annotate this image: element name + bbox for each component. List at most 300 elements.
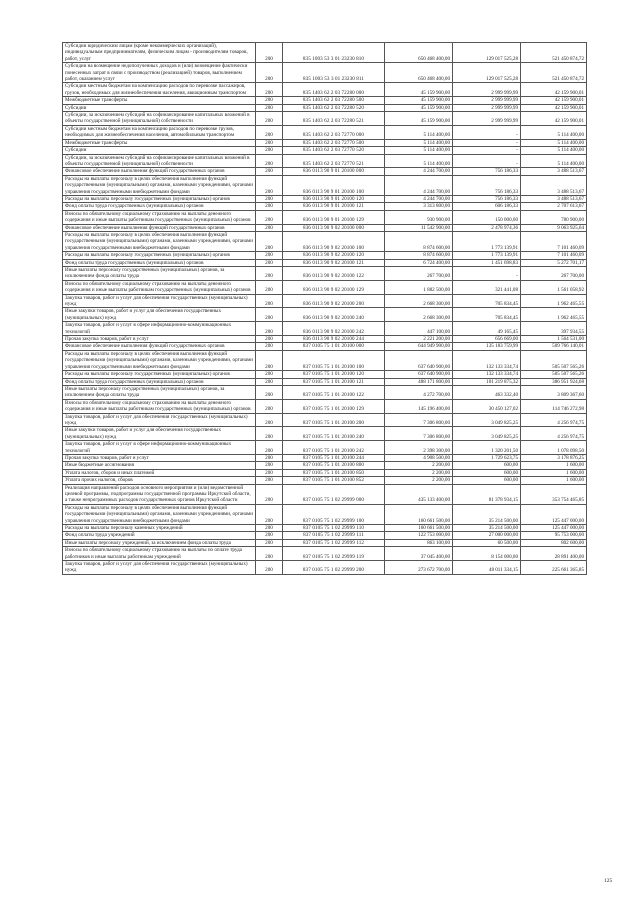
- row-description: Субсидии юридическим лицам (кроме некоммерческих организаций), индивидуальным предпринимателям, физическим лицам - производителям товаров, работ, услуг: [63, 43, 256, 63]
- row-budget-classification-code: 835 1403 62 2 03 72770 520: [283, 147, 385, 154]
- row-description: Расходы на выплаты персоналу государственных (муниципальных) органов: [63, 252, 256, 259]
- row-executed-amount: 600,00: [453, 462, 521, 469]
- row-approved-amount: 637 640 900,00: [385, 371, 453, 378]
- row-remaining-amount: 7 101 460,09: [521, 252, 587, 259]
- row-remaining-amount: 1 600,00: [521, 462, 587, 469]
- row-remaining-amount: 386 951 924,68: [521, 378, 587, 385]
- row-budget-classification-code: 835 1403 62 2 03 72280 000: [283, 83, 385, 97]
- row-executed-amount: 756 186,33: [453, 195, 521, 202]
- row-line-code: 200: [256, 532, 283, 539]
- table-row: [63, 385, 587, 399]
- row-budget-classification-code: 837 0105 75 1 01 20100 852: [283, 477, 385, 484]
- row-description: Закупка товаров, работ и услуг в сфере информационно-коммуникационных технологий: [63, 322, 256, 336]
- row-approved-amount: 5 114 400,00: [385, 147, 453, 154]
- row-executed-amount: 600,00: [453, 469, 521, 476]
- row-budget-classification-code: 837 0105 75 1 01 20100 242: [283, 441, 385, 455]
- row-line-code: 200: [256, 224, 283, 231]
- row-executed-amount: 3 049 825,25: [453, 427, 521, 441]
- row-line-code: 200: [256, 504, 283, 524]
- row-description: Расходы на выплаты персоналу государственных (муниципальных) органов: [63, 371, 256, 378]
- table-row: [63, 139, 587, 146]
- row-description: Взносы по обязательному социальному страхованию на выплаты денежного содержания и иные выплаты работникам государственных (муниципальных) органов: [63, 280, 256, 294]
- row-line-code: 200: [256, 210, 283, 224]
- table-row: [63, 175, 587, 195]
- row-remaining-amount: 7 101 460,09: [521, 231, 587, 251]
- row-executed-amount: -: [453, 125, 521, 139]
- row-budget-classification-code: 837 0105 75 1 02 29999 111: [283, 532, 385, 539]
- row-executed-amount: 606 186,33: [453, 203, 521, 210]
- row-description: Уплата налогов, сборов и иных платежей: [63, 469, 256, 476]
- table-row: [63, 308, 587, 322]
- row-description: Расходы на выплаты персоналу в целях обеспечения выполнения функций государственными (муниципальными) органами, казенными учреждениями, органами управления государственными внебюджетными фондами: [63, 504, 256, 524]
- row-approved-amount: 8 874 600,00: [385, 231, 453, 251]
- row-line-code: 200: [256, 83, 283, 97]
- row-budget-classification-code: 836 0113 90 9 01 20100 129: [283, 210, 385, 224]
- row-description: Иные выплаты персоналу государственных (муниципальных) органов, за исключением фонда оплаты труда: [63, 385, 256, 399]
- row-remaining-amount: 3 488 513,67: [521, 175, 587, 195]
- row-executed-amount: -: [453, 267, 521, 281]
- row-line-code: 200: [256, 371, 283, 378]
- row-description: Субсидии, за исключением субсидий на софинансирование капитальных вложений в объекты государственной (муниципальной) собственности: [63, 154, 256, 168]
- row-approved-amount: 4 244 700,00: [385, 168, 453, 175]
- row-approved-amount: 45 159 900,00: [385, 104, 453, 111]
- row-line-code: 200: [256, 454, 283, 461]
- table-row: [63, 63, 587, 83]
- table-row: [63, 83, 587, 97]
- row-remaining-amount: 42 159 900,01: [521, 83, 587, 97]
- row-description: Субсидии: [63, 147, 256, 154]
- row-executed-amount: 81 378 934,15: [453, 484, 521, 504]
- row-remaining-amount: 125 447 000,00: [521, 525, 587, 532]
- row-approved-amount: 4 908 500,00: [385, 454, 453, 461]
- row-remaining-amount: 1 564 531,00: [521, 336, 587, 343]
- row-executed-amount: 1 773 139,91: [453, 231, 521, 251]
- row-line-code: 200: [256, 539, 283, 546]
- row-remaining-amount: 5 114 400,00: [521, 139, 587, 146]
- row-description: Субсидии, за исключением субсидий на софинансирование капитальных вложений в объекты государственной (муниципальной) собственности: [63, 112, 256, 126]
- row-approved-amount: 2 200,00: [385, 477, 453, 484]
- row-line-code: 200: [256, 350, 283, 370]
- row-description: Закупка товаров, работ и услуг для обеспечения государственных (муниципальных) нужд: [63, 561, 256, 575]
- row-executed-amount: 2 999 999,99: [453, 97, 521, 104]
- row-description: Закупка товаров, работ и услуг в сфере информационно-коммуникационных технологий: [63, 441, 256, 455]
- row-description: Субсидии местным бюджетам на компенсацию расходов по перевозке пассажиров, грузов, необходимых для жизнеобеспечения населения, авиационным транспортом: [63, 83, 256, 97]
- row-approved-amount: 4 244 700,00: [385, 195, 453, 202]
- row-budget-classification-code: 835 1403 62 2 03 72280 521: [283, 112, 385, 126]
- row-approved-amount: 8 874 600,00: [385, 252, 453, 259]
- row-budget-classification-code: 837 0105 75 1 01 20100 121: [283, 378, 385, 385]
- row-budget-classification-code: 835 1003 53 3 01 23230 810: [283, 43, 385, 63]
- row-description: Закупка товаров, работ и услуг для обеспечения государственных (муниципальных) нужд: [63, 413, 256, 427]
- row-approved-amount: 1 882 500,00: [385, 280, 453, 294]
- row-line-code: 200: [256, 343, 283, 350]
- row-line-code: 200: [256, 231, 283, 251]
- row-executed-amount: 30 450 127,02: [453, 399, 521, 413]
- table-row: [63, 371, 587, 378]
- row-approved-amount: 160 661 500,00: [385, 504, 453, 524]
- row-remaining-amount: 1 600,00: [521, 469, 587, 476]
- table-row: [63, 322, 587, 336]
- row-budget-classification-code: 836 0113 90 9 01 20100 100: [283, 175, 385, 195]
- table-row: [63, 547, 587, 561]
- row-line-code: 200: [256, 125, 283, 139]
- row-budget-classification-code: 837 0105 75 1 02 29999 000: [283, 484, 385, 504]
- row-remaining-amount: 9 063 925,64: [521, 224, 587, 231]
- row-remaining-amount: 505 507 565,26: [521, 371, 587, 378]
- row-approved-amount: 2 668 300,00: [385, 308, 453, 322]
- table-row: [63, 125, 587, 139]
- row-remaining-amount: 3 809 367,60: [521, 385, 587, 399]
- table-row: [63, 399, 587, 413]
- row-approved-amount: 4 244 700,00: [385, 175, 453, 195]
- row-remaining-amount: 521 450 874,72: [521, 43, 587, 63]
- row-description: Субсидии: [63, 104, 256, 111]
- table-row: [63, 504, 587, 524]
- row-approved-amount: 2 221 200,00: [385, 336, 453, 343]
- row-remaining-amount: 3 488 513,67: [521, 168, 587, 175]
- row-approved-amount: 45 159 900,00: [385, 97, 453, 104]
- row-description: Реализация направлений расходов основного мероприятия и (или) ведомственной целевой программы, подпрограммы государственной программы Иркутской области, а также непрограммных расходов государственных органов Иркутской области: [63, 484, 256, 504]
- table-row: [63, 441, 587, 455]
- row-description: Фонд оплаты труда государственных (муниципальных) органов: [63, 203, 256, 210]
- table-row: [63, 203, 587, 210]
- row-remaining-amount: 509 766 140,01: [521, 343, 587, 350]
- row-remaining-amount: 95 753 000,00: [521, 532, 587, 539]
- row-executed-amount: 1 320 201,50: [453, 441, 521, 455]
- row-description: Закупка товаров, работ и услуг для обеспечения государственных (муниципальных) нужд: [63, 294, 256, 308]
- row-line-code: 200: [256, 267, 283, 281]
- row-remaining-amount: 2 707 613,67: [521, 203, 587, 210]
- row-executed-amount: 132 133 334,74: [453, 350, 521, 370]
- row-budget-classification-code: 837 0105 75 1 01 20100 100: [283, 350, 385, 370]
- row-budget-classification-code: 837 0105 75 1 02 29999 119: [283, 547, 385, 561]
- table-row: [63, 97, 587, 104]
- row-remaining-amount: 5 114 400,00: [521, 147, 587, 154]
- table-row: [63, 484, 587, 504]
- row-budget-classification-code: 835 1403 62 2 03 72280 500: [283, 97, 385, 104]
- row-remaining-amount: 3 178 876,25: [521, 454, 587, 461]
- row-budget-classification-code: 837 0105 75 1 01 20100 244: [283, 454, 385, 461]
- row-budget-classification-code: 837 0105 75 1 02 29999 110: [283, 525, 385, 532]
- row-budget-classification-code: 835 1403 62 2 03 72770 521: [283, 154, 385, 168]
- row-executed-amount: 3 049 825,25: [453, 413, 521, 427]
- row-approved-amount: 5 114 400,00: [385, 125, 453, 139]
- row-description: Субсидии на возмещение недополученных доходов и (или) возмещение фактически понесенных затрат в связи с производством (реализацией) товаров, выполнением работ, оказанием услуг: [63, 63, 256, 83]
- row-line-code: 200: [256, 168, 283, 175]
- row-budget-classification-code: 837 0105 75 1 02 29999 200: [283, 561, 385, 575]
- table-row: [63, 427, 587, 441]
- row-line-code: 200: [256, 378, 283, 385]
- table-row: [63, 378, 587, 385]
- row-remaining-amount: 267 700,00: [521, 267, 587, 281]
- row-line-code: 200: [256, 385, 283, 399]
- row-remaining-amount: 1 078 098,50: [521, 441, 587, 455]
- table-row: [63, 532, 587, 539]
- row-executed-amount: 600,00: [453, 477, 521, 484]
- row-remaining-amount: 1 962 465,55: [521, 294, 587, 308]
- row-remaining-amount: 505 507 565,26: [521, 350, 587, 370]
- row-line-code: 200: [256, 97, 283, 104]
- row-executed-amount: 2 478 974,36: [453, 224, 521, 231]
- row-line-code: 200: [256, 336, 283, 343]
- row-approved-amount: 3 313 800,00: [385, 203, 453, 210]
- row-budget-classification-code: 836 0113 90 9 02 20100 000: [283, 224, 385, 231]
- row-executed-amount: 463 332,40: [453, 385, 521, 399]
- row-description: Прочая закупка товаров, работ и услуг: [63, 336, 256, 343]
- row-approved-amount: 145 196 400,00: [385, 399, 453, 413]
- row-budget-classification-code: 836 0113 90 9 02 20100 242: [283, 322, 385, 336]
- row-remaining-amount: 225 661 365,85: [521, 561, 587, 575]
- row-remaining-amount: 802 600,00: [521, 539, 587, 546]
- row-executed-amount: 132 133 334,74: [453, 371, 521, 378]
- row-remaining-amount: 353 754 465,85: [521, 484, 587, 504]
- table-row: [63, 224, 587, 231]
- page-number: 125: [604, 878, 613, 884]
- row-line-code: 200: [256, 413, 283, 427]
- row-budget-classification-code: 835 1403 62 2 03 72280 520: [283, 104, 385, 111]
- row-line-code: 200: [256, 525, 283, 532]
- table-row: [63, 259, 587, 266]
- row-executed-amount: 1 729 623,75: [453, 454, 521, 461]
- row-budget-classification-code: 835 1403 62 2 03 72770 500: [283, 139, 385, 146]
- row-budget-classification-code: 836 0113 90 9 02 20100 200: [283, 294, 385, 308]
- row-budget-classification-code: 836 0113 90 9 02 20100 121: [283, 259, 385, 266]
- row-approved-amount: 5 114 400,00: [385, 139, 453, 146]
- row-executed-amount: 150 000,00: [453, 210, 521, 224]
- budget-table-body: [63, 43, 587, 575]
- row-line-code: 200: [256, 308, 283, 322]
- row-line-code: 200: [256, 462, 283, 469]
- row-approved-amount: 4 272 700,00: [385, 385, 453, 399]
- row-line-code: 200: [256, 195, 283, 202]
- row-executed-amount: 48 011 334,15: [453, 561, 521, 575]
- row-description: Иные закупки товаров, работ и услуг для обеспечения государственных (муниципальных) нужд: [63, 427, 256, 441]
- row-executed-amount: -: [453, 154, 521, 168]
- row-remaining-amount: 1 962 465,55: [521, 308, 587, 322]
- row-description: Финансовое обеспечение выполнения функций государственных органов: [63, 224, 256, 231]
- row-approved-amount: 273 672 700,00: [385, 561, 453, 575]
- row-remaining-amount: 28 891 400,00: [521, 547, 587, 561]
- row-remaining-amount: 3 488 513,67: [521, 195, 587, 202]
- row-budget-classification-code: 836 0113 90 9 01 20100 121: [283, 203, 385, 210]
- row-remaining-amount: 114 746 272,98: [521, 399, 587, 413]
- table-row: [63, 147, 587, 154]
- table-row: [63, 280, 587, 294]
- row-remaining-amount: 42 159 900,01: [521, 112, 587, 126]
- row-approved-amount: 488 171 800,00: [385, 378, 453, 385]
- row-line-code: 200: [256, 154, 283, 168]
- row-description: Иные закупки товаров, работ и услуг для обеспечения государственных (муниципальных) нужд: [63, 308, 256, 322]
- row-line-code: 200: [256, 484, 283, 504]
- row-line-code: 200: [256, 252, 283, 259]
- row-budget-classification-code: 837 0105 75 1 01 20100 200: [283, 413, 385, 427]
- row-line-code: 200: [256, 175, 283, 195]
- row-description: Взносы по обязательному социальному страхованию на выплаты денежного содержания и иные выплаты работникам государственных (муниципальных) органов: [63, 210, 256, 224]
- table-row: [63, 462, 587, 469]
- row-budget-classification-code: 836 0113 90 9 02 20100 129: [283, 280, 385, 294]
- row-budget-classification-code: 836 0113 90 9 02 20100 100: [283, 231, 385, 251]
- table-row: [63, 168, 587, 175]
- row-line-code: 200: [256, 43, 283, 63]
- row-budget-classification-code: 837 0105 75 1 01 20100 000: [283, 343, 385, 350]
- row-description: Иные бюджетные ассигнования: [63, 462, 256, 469]
- row-remaining-amount: 4 256 974,75: [521, 413, 587, 427]
- row-line-code: 200: [256, 104, 283, 111]
- table-row: [63, 336, 587, 343]
- row-executed-amount: 1 773 139,91: [453, 252, 521, 259]
- row-description: Взносы по обязательному социальному страхованию на выплаты по оплате труда работников и иные выплаты работникам учреждений: [63, 547, 256, 561]
- row-approved-amount: 650 468 400,00: [385, 43, 453, 63]
- row-remaining-amount: 5 114 400,00: [521, 125, 587, 139]
- table-row: [63, 469, 587, 476]
- row-approved-amount: 637 640 900,00: [385, 350, 453, 370]
- row-remaining-amount: 5 272 701,17: [521, 259, 587, 266]
- row-remaining-amount: 1 600,00: [521, 477, 587, 484]
- row-line-code: 200: [256, 322, 283, 336]
- row-description: Иные выплаты персоналу государственных (муниципальных) органов, за исключением фонда оплаты труда: [63, 267, 256, 281]
- row-line-code: 200: [256, 399, 283, 413]
- row-line-code: 200: [256, 203, 283, 210]
- row-line-code: 200: [256, 139, 283, 146]
- row-approved-amount: 160 661 500,00: [385, 525, 453, 532]
- row-budget-classification-code: 837 0105 75 1 01 20100 850: [283, 469, 385, 476]
- table-row: [63, 294, 587, 308]
- row-approved-amount: 7 306 800,00: [385, 413, 453, 427]
- row-description: Фонд оплаты труда учреждений: [63, 532, 256, 539]
- row-description: Расходы на выплаты персоналу государственных (муниципальных) органов: [63, 195, 256, 202]
- table-row: [63, 561, 587, 575]
- row-remaining-amount: 42 159 900,01: [521, 104, 587, 111]
- row-executed-amount: 129 017 525,28: [453, 43, 521, 63]
- row-approved-amount: 37 045 400,00: [385, 547, 453, 561]
- row-executed-amount: 2 999 999,99: [453, 112, 521, 126]
- row-budget-classification-code: 836 0113 90 9 02 20100 240: [283, 308, 385, 322]
- row-executed-amount: 135 183 759,99: [453, 343, 521, 350]
- row-approved-amount: 11 542 900,00: [385, 224, 453, 231]
- row-line-code: 200: [256, 63, 283, 83]
- row-budget-classification-code: 836 0113 90 9 01 20100 000: [283, 168, 385, 175]
- row-executed-amount: 2 999 999,99: [453, 83, 521, 97]
- table-row: [63, 350, 587, 370]
- row-description: Субсидии местным бюджетам на компенсацию расходов по перевозке грузов, необходимых для жизнеобеспечения населения, автомобильным транспортом: [63, 125, 256, 139]
- row-remaining-amount: 1 561 058,92: [521, 280, 587, 294]
- row-approved-amount: 6 724 400,00: [385, 259, 453, 266]
- table-row: [63, 104, 587, 111]
- row-description: Расходы на выплаты персоналу в целях обеспечения выполнения функций государственными (муниципальными) органами, казенными учреждениями, органами управления государственными внебюджетными фондами: [63, 175, 256, 195]
- row-line-code: 200: [256, 147, 283, 154]
- row-description: Прочая закупка товаров, работ и услуг: [63, 454, 256, 461]
- row-executed-amount: 321 441,08: [453, 280, 521, 294]
- row-remaining-amount: 125 447 000,00: [521, 504, 587, 524]
- table-row: [63, 454, 587, 461]
- row-budget-classification-code: 837 0105 75 1 01 20100 122: [283, 385, 385, 399]
- row-line-code: 200: [256, 561, 283, 575]
- row-description: Расходы на выплаты персоналу в целях обеспечения выполнения функций государственными (муниципальными) органами, казенными учреждениями, органами управления государственными внебюджетными фондами: [63, 231, 256, 251]
- table-row: [63, 43, 587, 63]
- row-description: Фонд оплаты труда государственных (муниципальных) органов: [63, 259, 256, 266]
- row-approved-amount: 2 200,00: [385, 462, 453, 469]
- row-approved-amount: 644 949 900,00: [385, 343, 453, 350]
- row-line-code: 200: [256, 441, 283, 455]
- row-budget-classification-code: 837 0105 75 1 01 20100 240: [283, 427, 385, 441]
- row-line-code: 200: [256, 280, 283, 294]
- table-row: [63, 267, 587, 281]
- row-remaining-amount: 397 934,55: [521, 322, 587, 336]
- row-executed-amount: 60 500,00: [453, 539, 521, 546]
- row-executed-amount: 129 017 525,28: [453, 63, 521, 83]
- table-row: [63, 210, 587, 224]
- row-budget-classification-code: 837 0105 75 1 01 20100 800: [283, 462, 385, 469]
- row-budget-classification-code: 835 1003 53 3 01 23230 811: [283, 63, 385, 83]
- row-budget-classification-code: 836 0113 90 9 02 20100 244: [283, 336, 385, 343]
- row-budget-classification-code: 837 0105 75 1 01 20100 120: [283, 371, 385, 378]
- row-approved-amount: 45 159 900,00: [385, 83, 453, 97]
- table-row: [63, 154, 587, 168]
- row-description: Финансовое обеспечение выполнения функций государственных органов: [63, 343, 256, 350]
- table-row: [63, 195, 587, 202]
- row-approved-amount: 2 668 300,00: [385, 294, 453, 308]
- row-line-code: 200: [256, 294, 283, 308]
- row-approved-amount: 45 159 900,00: [385, 112, 453, 126]
- row-executed-amount: 8 154 000,00: [453, 547, 521, 561]
- row-remaining-amount: 42 159 900,01: [521, 97, 587, 104]
- row-description: Уплата прочих налогов, сборов: [63, 477, 256, 484]
- row-description: Межбюджетные трансферты: [63, 97, 256, 104]
- row-executed-amount: 705 834,45: [453, 308, 521, 322]
- row-executed-amount: 35 214 500,00: [453, 525, 521, 532]
- row-executed-amount: 656 669,00: [453, 336, 521, 343]
- row-remaining-amount: 521 450 874,72: [521, 63, 587, 83]
- row-approved-amount: 2 398 300,00: [385, 441, 453, 455]
- row-budget-classification-code: 837 0105 75 1 02 29999 112: [283, 539, 385, 546]
- row-budget-classification-code: 837 0105 75 1 01 20100 129: [283, 399, 385, 413]
- row-description: Межбюджетные трансферты: [63, 139, 256, 146]
- table-row: [63, 525, 587, 532]
- row-executed-amount: 27 000 000,00: [453, 532, 521, 539]
- row-executed-amount: 35 214 500,00: [453, 504, 521, 524]
- row-line-code: 200: [256, 427, 283, 441]
- row-approved-amount: 122 753 000,00: [385, 532, 453, 539]
- row-executed-amount: -: [453, 147, 521, 154]
- row-approved-amount: 930 900,00: [385, 210, 453, 224]
- row-approved-amount: 267 700,00: [385, 267, 453, 281]
- row-description: Расходы на выплаты персоналу в целях обеспечения выполнения функций государственными (муниципальными) органами, казенными учреждениями, органами управления государственными внебюджетными фондами: [63, 350, 256, 370]
- row-remaining-amount: 4 256 974,75: [521, 427, 587, 441]
- row-approved-amount: 863 100,00: [385, 539, 453, 546]
- row-line-code: 200: [256, 259, 283, 266]
- table-row: [63, 477, 587, 484]
- table-row: [63, 539, 587, 546]
- row-description: Финансовое обеспечение выполнения функций государственных органов: [63, 168, 256, 175]
- row-executed-amount: 1 451 698,83: [453, 259, 521, 266]
- budget-execution-table: [62, 42, 587, 575]
- row-budget-classification-code: 836 0113 90 9 02 20100 120: [283, 252, 385, 259]
- row-approved-amount: 650 468 400,00: [385, 63, 453, 83]
- row-executed-amount: 2 999 999,99: [453, 104, 521, 111]
- row-line-code: 200: [256, 477, 283, 484]
- table-row: [63, 252, 587, 259]
- row-remaining-amount: 5 114 400,00: [521, 154, 587, 168]
- row-executed-amount: 756 186,33: [453, 168, 521, 175]
- row-budget-classification-code: 836 0113 90 9 01 20100 120: [283, 195, 385, 202]
- row-approved-amount: 7 306 800,00: [385, 427, 453, 441]
- row-budget-classification-code: 836 0113 90 9 02 20100 122: [283, 267, 385, 281]
- row-budget-classification-code: 837 0105 75 1 02 29999 100: [283, 504, 385, 524]
- row-executed-amount: 49 165,45: [453, 322, 521, 336]
- row-description: Фонд оплаты труда государственных (муниципальных) органов: [63, 378, 256, 385]
- row-budget-classification-code: 835 1403 62 2 03 72770 000: [283, 125, 385, 139]
- table-row: [63, 413, 587, 427]
